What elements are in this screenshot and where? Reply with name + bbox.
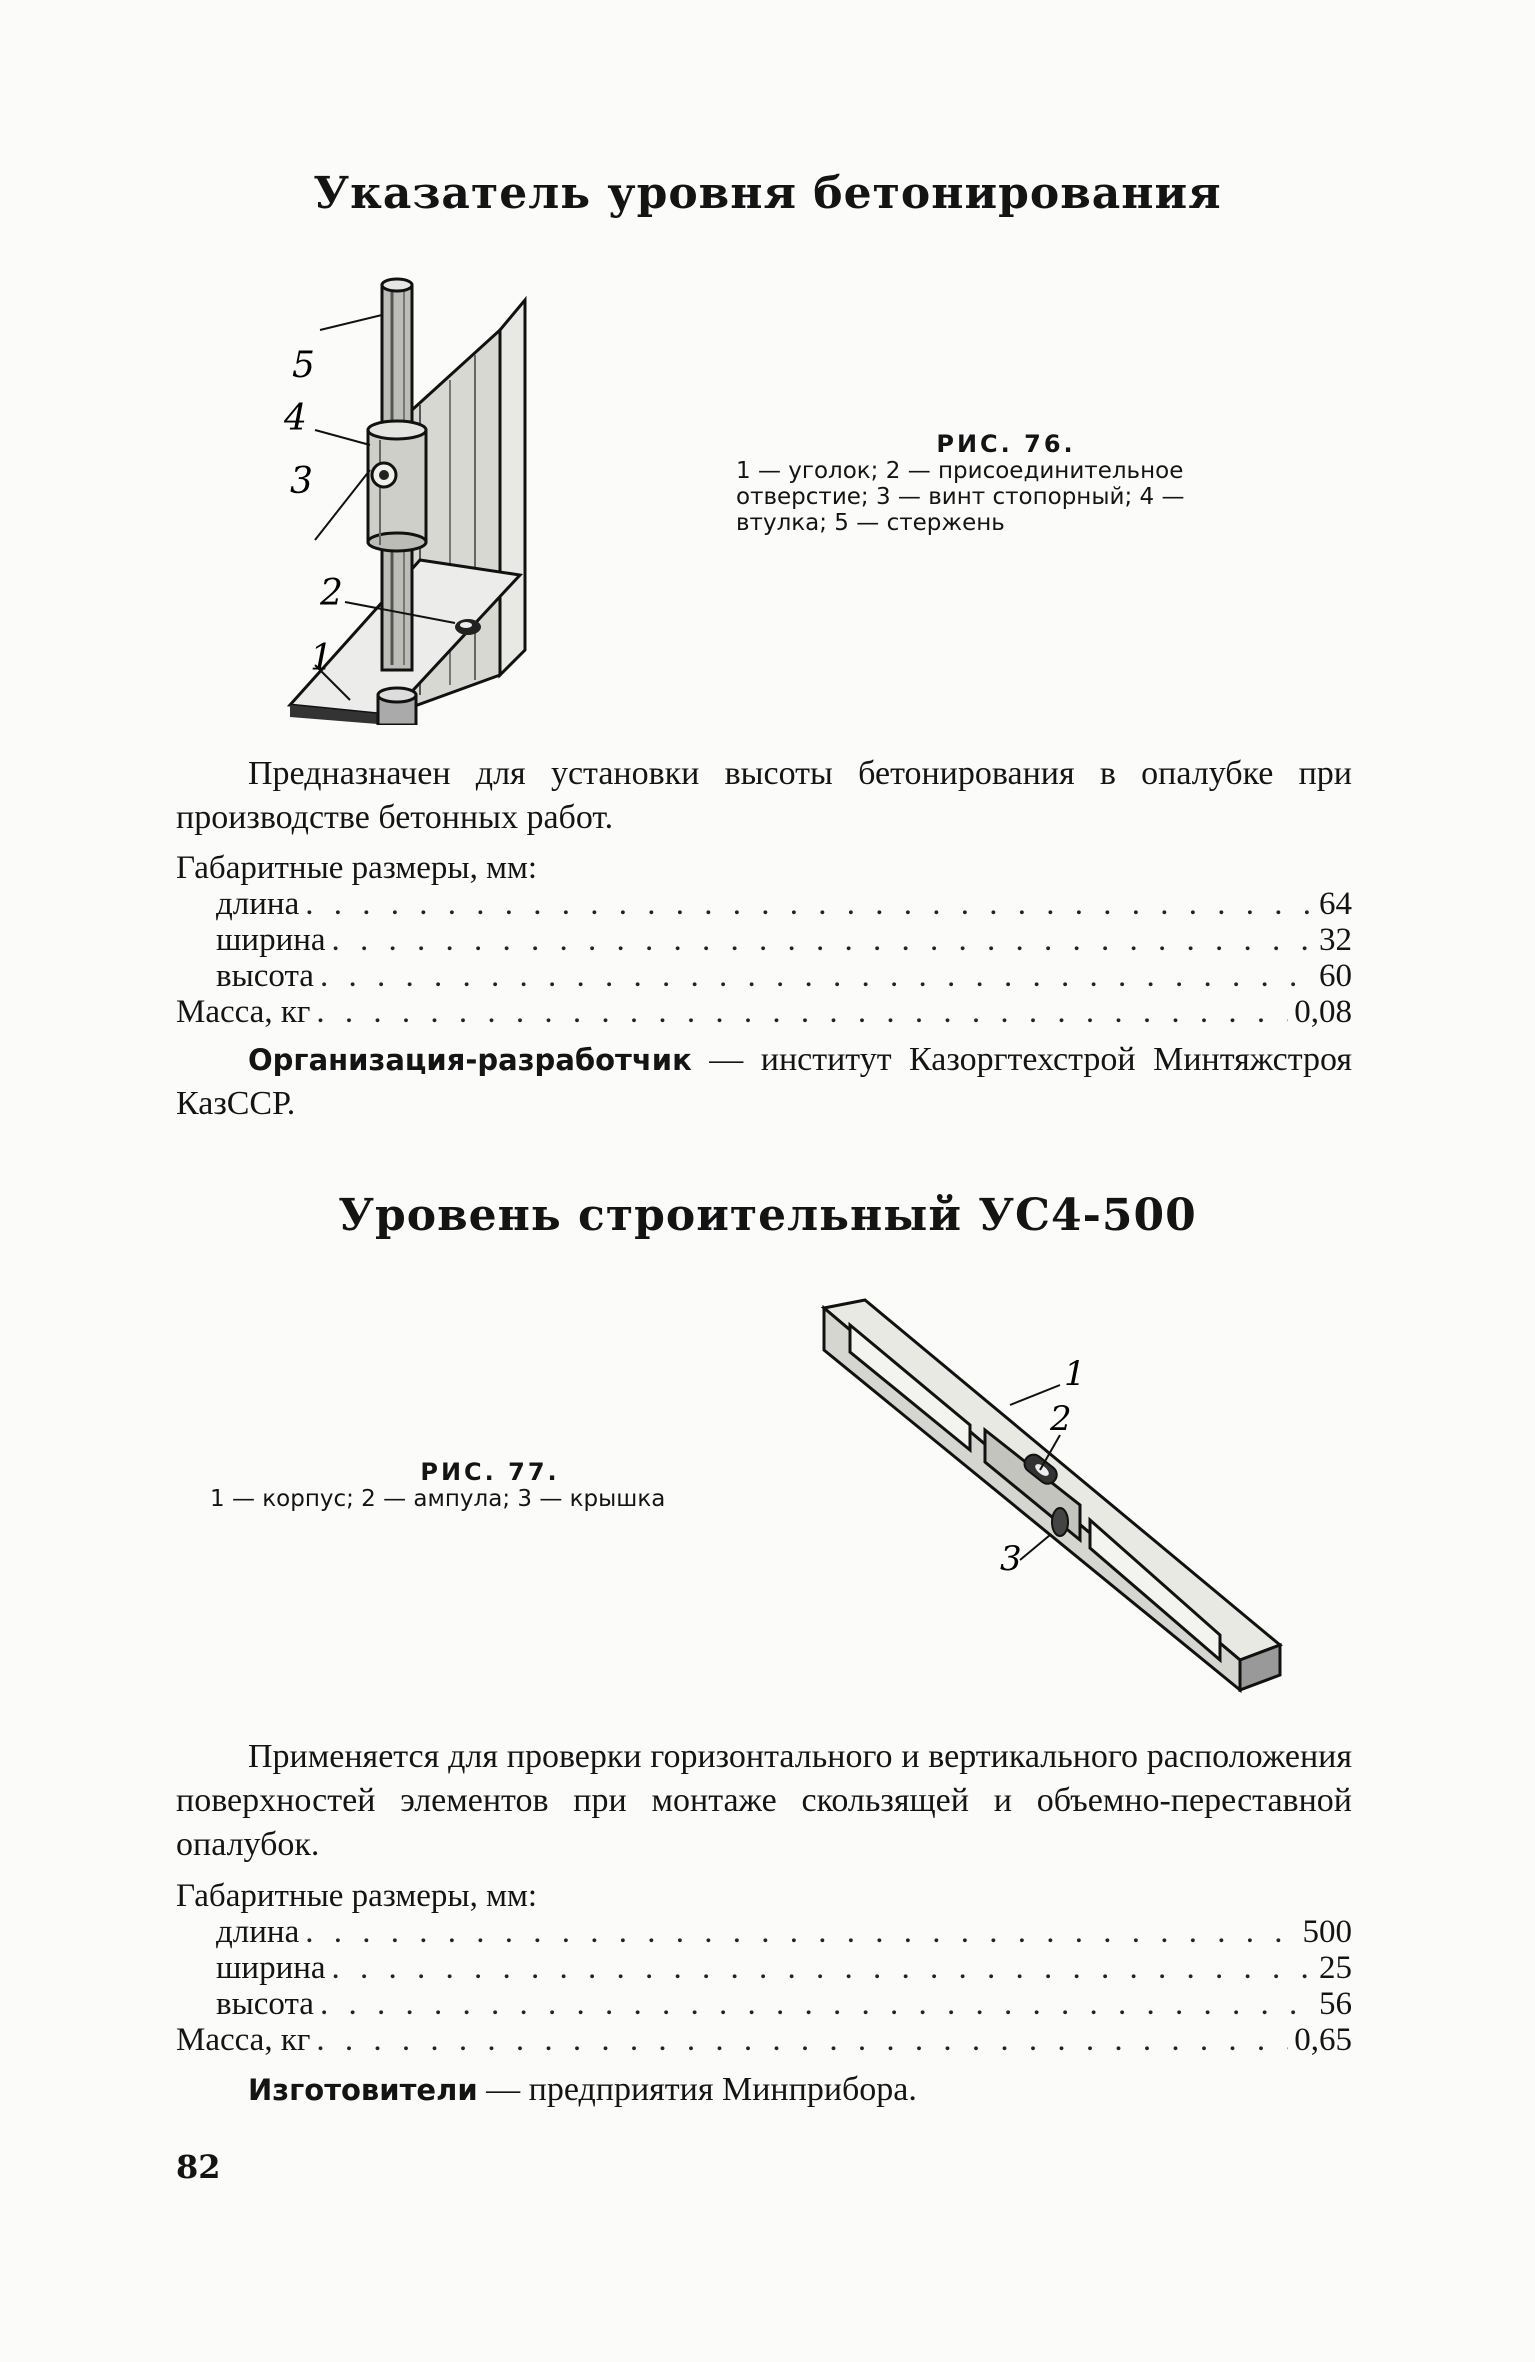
- section2-dimensions: [176, 1878, 1352, 2058]
- fig76-label-2: 2: [320, 573, 343, 614]
- figure-76-caption-title: РИС. 76.: [936, 430, 1076, 458]
- figure-76-caption: [736, 430, 1276, 536]
- figure-77-construction-level: [810, 1290, 1300, 1720]
- section1-organization: Организация-разработчик — институт Казоргтехстрой Минтяжстроя КазССР.: [176, 1041, 1352, 1122]
- fig77-label-2: 2: [1050, 1399, 1072, 1439]
- figure-77-caption-text: 1 — корпус; 2 — ампула; 3 — крышка: [210, 1486, 666, 1512]
- section1-description: Предназначен для установки высоты бетонирования в опалубке при производстве бетонных работ.: [176, 755, 1352, 836]
- page-number: 82: [176, 2148, 221, 2186]
- section2-description: Применяется для проверки горизонтального и вертикального расположения поверхностей элементов при монтаже скользящей и объемно-переставной опалубок.: [176, 1738, 1352, 1863]
- dimension-row-length: длина . . . 64: [176, 886, 1352, 922]
- dimensions-heading: Габаритные размеры, мм:: [176, 1878, 538, 1914]
- dimension-row-width: ширина . . . 32: [176, 922, 1352, 958]
- dimensions-heading: Габаритные размеры, мм:: [176, 850, 538, 886]
- fig76-label-5: 5: [292, 345, 315, 386]
- fig76-label-1: 1: [310, 638, 333, 679]
- fig77-label-1: 1: [1064, 1354, 1086, 1394]
- figure-76-caption-text: 1 — уголок; 2 — присоединительное отверстие; 3 — винт стопорный; 4 — втулка; 5 — стержень: [736, 458, 1185, 536]
- dimension-row-width: ширина . . . 25: [176, 1950, 1352, 1986]
- section1-dimensions: [176, 850, 1352, 1030]
- angle-vertical-plate: [500, 300, 525, 675]
- mass-row: Масса, кг . . . 0,08: [176, 994, 1352, 1030]
- mass-row: Масса, кг . . . 0,65: [176, 2022, 1352, 2058]
- fig77-label-3: 3: [1000, 1539, 1022, 1579]
- dimension-row-height: высота . . . 60: [176, 958, 1352, 994]
- section-title-concrete-level-indicator: Указатель уровня бетонирования: [313, 168, 1222, 219]
- figure-77-caption-title: РИС. 77.: [420, 1458, 560, 1486]
- dimension-row-length: длина . . . 500: [176, 1914, 1352, 1950]
- figure-76-concrete-level-indicator: [270, 255, 690, 725]
- figure-77-caption: [210, 1458, 770, 1512]
- fig76-label-4: 4: [284, 398, 307, 439]
- dimension-row-height: высота . . . 56: [176, 1986, 1352, 2022]
- fig76-label-3: 3: [290, 461, 313, 502]
- section-title-construction-level: Уровень строительный УС4-500: [338, 1190, 1197, 1241]
- section2-manufacturer: Изготовители — предприятия Минприбора.: [248, 2071, 917, 2108]
